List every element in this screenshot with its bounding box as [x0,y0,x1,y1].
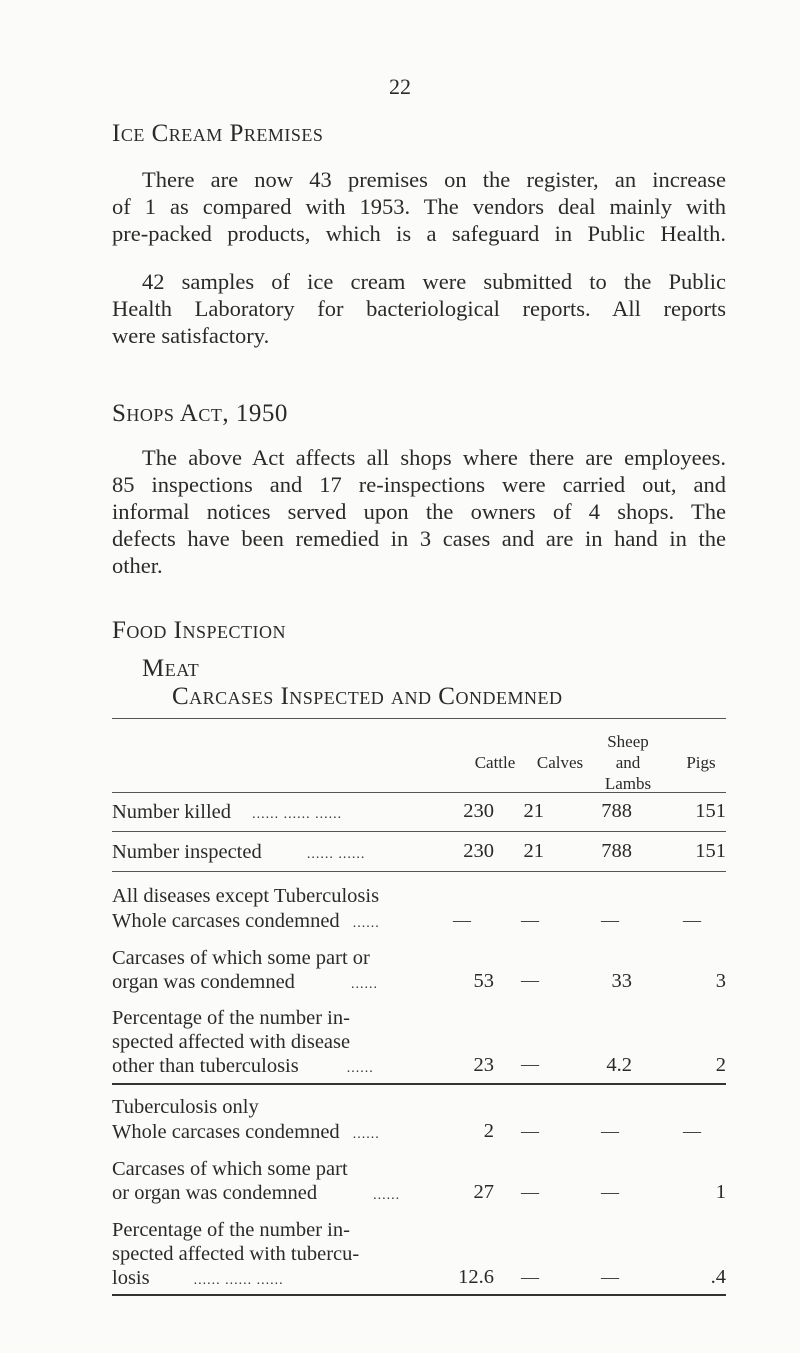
row-label-g2-whole [112,1120,380,1147]
cell-g2-pct-calves: — [521,1267,539,1287]
cell-g1-whole-cattle: — [453,910,471,930]
col-header-calves: Calves [536,753,584,772]
row-label-killed [112,800,342,827]
cell-g1-pct-cattle: 23 [473,1054,494,1076]
cell-g1-whole-sheep: — [601,910,619,930]
label-text: organ was condemned [112,971,295,993]
group-title-tuberculosis: Tuberculosis only [112,1096,259,1118]
table-top-rule [112,718,726,719]
p-line: pre-packed products, which is a safeguard in Public Health. [112,221,726,246]
group-rule [112,1083,726,1085]
leader-dots: ...... [350,977,378,992]
col-header-line: Sheep [607,732,649,751]
ice-cream-paragraph-2 [112,268,726,349]
p-line: 85 inspections and 17 re-inspections were carried out, and [112,472,726,497]
label-text: Whole carcases condemned [112,1121,340,1143]
header-rule [112,792,726,793]
label-text: or organ was condemned [112,1182,318,1204]
label-text: Whole carcases condemned [112,910,340,932]
col-header-line: and [615,753,641,772]
row-label-inspected [112,840,365,867]
meat-subheading: Meat [142,655,200,682]
row-label-g1-part [112,946,378,997]
label-line: Percentage of the number in- [112,1219,350,1241]
row-label-g2-part [112,1157,400,1208]
cell-g2-part-sheep: — [601,1182,619,1202]
cell-g1-part-calves: — [521,970,539,990]
label-line: Carcases of which some part [112,1158,348,1180]
cell-inspected-cattle: 230 [463,840,494,862]
leader-dots: ...... [352,1127,380,1142]
p-line: There are now 43 premises on the register, an increase [142,167,726,192]
label-line: spected affected with disease [112,1031,351,1053]
cell-g1-pct-pigs: 2 [715,1054,726,1076]
label-text: Number inspected [112,841,262,863]
cell-g1-part-pigs: 3 [715,970,726,992]
leader-dots: ...... [346,1061,374,1076]
cell-inspected-sheep: 788 [601,840,632,862]
cell-g2-part-cattle: 27 [473,1181,494,1203]
label-line: Carcases of which some part or [112,947,370,969]
cell-g1-whole-calves: — [521,910,539,930]
cell-g2-pct-cattle: 12.6 [458,1266,494,1288]
p-line: were satisfactory. [112,323,270,348]
cell-killed-sheep: 788 [601,800,632,822]
label-line [112,1054,374,1081]
cell-killed-pigs: 151 [695,800,726,822]
ice-cream-paragraph-1 [112,166,726,247]
table-title: Carcases Inspected and Condemned [172,683,563,710]
cell-g2-whole-sheep: — [601,1121,619,1141]
p-line: informal notices served upon the owners of 4 shops. The [112,499,726,524]
row-rule [112,831,726,832]
p-line: other. [112,553,163,578]
leader-dots: ...... ...... ...... [193,1273,284,1288]
cell-g2-whole-cattle: 2 [483,1120,494,1142]
shops-act-paragraph [112,444,726,579]
row-label-g1-whole [112,909,380,936]
p-line: of 1 as compared with 1953. The vendors deal mainly with [112,194,726,219]
label-line [112,1181,400,1208]
leader-dots: ...... ...... [306,847,366,862]
cell-g1-part-sheep: 33 [611,970,632,992]
cell-g1-whole-pigs: — [683,910,701,930]
col-header-pigs: Pigs [686,753,716,772]
cell-killed-calves: 21 [523,800,544,822]
leader-dots: ...... ...... ...... [252,807,343,822]
label-line: spected affected with tubercu- [112,1243,360,1265]
row-rule [112,871,726,872]
cell-inspected-pigs: 151 [695,840,726,862]
label-text: Number killed [112,801,231,823]
label-line [112,970,378,997]
label-text: losis [112,1267,150,1289]
cell-g1-pct-calves: — [521,1054,539,1074]
shops-act-heading: Shops Act, 1950 [112,400,288,427]
ice-cream-heading: Ice Cream Premises [112,120,324,147]
cell-g2-whole-pigs: — [683,1121,701,1141]
label-line: Percentage of the number in- [112,1007,350,1029]
p-line: defects have been remedied in 3 cases and are in hand in the [112,526,726,551]
food-inspection-heading: Food Inspection [112,617,286,644]
leader-dots: ...... [352,916,380,931]
row-label-g2-pct [112,1218,359,1293]
row-label-g1-pct [112,1006,374,1081]
cell-g2-pct-sheep: — [601,1267,619,1287]
cell-g2-part-pigs: 1 [715,1181,726,1203]
col-header-line: Lambs [604,774,652,793]
p-line: The above Act affects all shops where there are employees. [142,445,726,470]
cell-killed-cattle: 230 [463,800,494,822]
label-line [112,1266,359,1293]
label-text: other than tuberculosis [112,1055,299,1077]
p-line: Health Laboratory for bacteriological reports. All reports [112,296,726,321]
page-number: 22 [389,74,411,99]
leader-dots: ...... [373,1188,401,1203]
cell-g2-whole-calves: — [521,1121,539,1141]
cell-g2-pct-pigs: .4 [710,1266,726,1288]
cell-g2-part-calves: — [521,1182,539,1202]
p-line: 42 samples of ice cream were submitted to the Public [142,269,726,294]
col-header-sheep [592,731,664,794]
col-header-cattle: Cattle [474,753,516,772]
cell-inspected-calves: 21 [523,840,544,862]
cell-g1-pct-sheep: 4.2 [606,1054,632,1076]
table-bottom-rule [112,1294,726,1296]
group-title-all-diseases: All diseases except Tuberculosis [112,885,380,907]
cell-g1-part-cattle: 53 [473,970,494,992]
